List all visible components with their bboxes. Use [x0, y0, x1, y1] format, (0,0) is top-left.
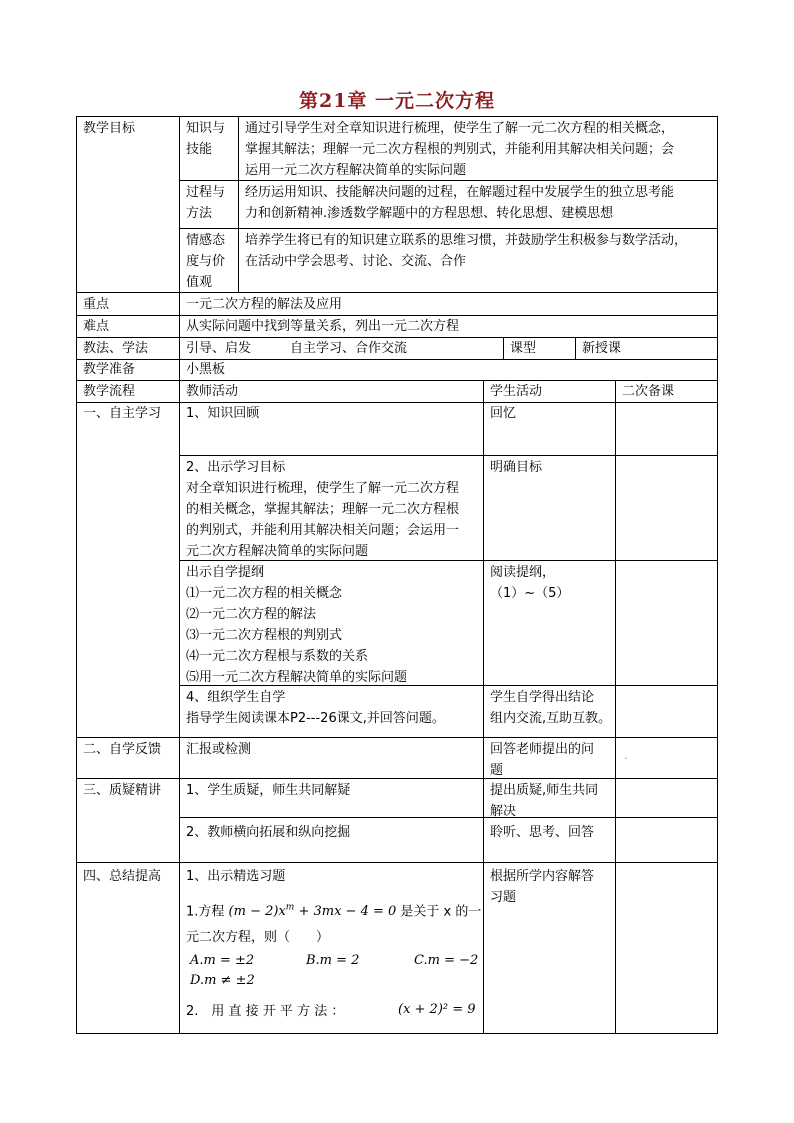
- s3-r1-teacher: 1、学生质疑，师生共同解疑: [186, 783, 351, 798]
- objective-process-text: 经历运用知识、技能解决问题的过程，在解题过程中发展学生的独立思考能 力和创新精神.渗透数学解题中的方程思想、转化思想、建模思想: [245, 185, 675, 221]
- section-self-study-label: 一、自主学习: [83, 406, 162, 421]
- key-point-label: 重点: [83, 297, 110, 312]
- option-a: A.m = ±2: [190, 953, 255, 968]
- s3-r2-student: 聆听、思考、回答: [490, 825, 595, 840]
- question-2-equation: (x + 2)² = 9: [398, 1002, 476, 1017]
- objective-knowledge-label: 知识与 技能: [186, 121, 226, 157]
- flow-header-process: 教学流程: [83, 384, 136, 399]
- flow-header-student: 学生活动: [490, 384, 543, 399]
- objective-emotion-label: 情感态 度与价 值观: [186, 233, 226, 290]
- flow-header-review: 二次备课: [622, 384, 675, 399]
- s1-organize-teacher: 4、组织学生自学 指导学生阅读课本P2---26课文,并回答问题。: [186, 690, 445, 726]
- option-d: D.m ≠ ±2: [190, 973, 255, 988]
- s2-student: 回答老师提出的问 题: [490, 742, 595, 778]
- s1-goals-teacher: 2、出示学习目标 对全章知识进行梳理，使学生了解一元二次方程 的相关概念，掌握其解法；理解一元二次方程根 的判别式，并能利用其解决相关问题；会运用一 元二次方程解决简单的实际问题: [186, 460, 460, 559]
- objectives-label: 教学目标: [83, 121, 136, 136]
- s1-review-student: 回忆: [490, 406, 517, 421]
- s1-goals-student: 明确目标: [490, 460, 543, 475]
- review-mark: .: [624, 748, 628, 762]
- s1-outline-student: 阅读提纲， （1）~（5）: [490, 565, 570, 601]
- objective-emotion-text: 培养学生将已有的知识建立联系的思维习惯，并鼓励学生积极参与数学活动， 在活动中学会思考、讨论、交流、合作: [245, 233, 688, 269]
- flow-header-teacher: 教师活动: [186, 384, 239, 399]
- s1-outline-teacher: 出示自学提纲 ⑴一元二次方程的相关概念 ⑵一元二次方程的解法 ⑶一元二次方程根的判别式 ⑷一元二次方程根与系数的关系 ⑸用一元二次方程解决简单的实际问题: [186, 565, 408, 685]
- s4-title: 1、出示精选习题: [186, 869, 286, 884]
- option-b: B.m = 2: [306, 953, 360, 968]
- objective-process-label: 过程与 方法: [186, 185, 226, 221]
- prep-value: 小黑板: [186, 362, 226, 377]
- s2-teacher: 汇报或检测: [186, 742, 252, 757]
- section-questioning-label: 三、质疑精讲: [83, 783, 162, 798]
- lesson-type-value: 新授课: [582, 341, 622, 356]
- question-2: 2. 用 直 接 开 平 方 法 ：: [186, 1004, 345, 1019]
- lesson-type-label: 课型: [510, 341, 537, 356]
- s4-student: 根据所学内容解答 习题: [490, 869, 595, 905]
- section-summary-label: 四、总结提高: [83, 869, 162, 884]
- difficulty-label: 难点: [83, 319, 110, 334]
- s1-organize-student: 学生自学得出结论 组内交流,互助互教。: [490, 690, 612, 726]
- s3-r1-student: 提出质疑,师生共同 解决: [490, 783, 599, 819]
- s3-r2-teacher: 2、教师横向拓展和纵向挖掘: [186, 825, 351, 840]
- method-teach: 引导、启发: [186, 341, 252, 356]
- question-1-line2: 元二次方程，则（ ）: [186, 930, 330, 945]
- section-feedback-label: 二、自学反馈: [83, 742, 162, 757]
- page-title: 第21章 一元二次方程: [298, 90, 496, 112]
- method-learn: 自主学习、合作交流: [290, 341, 408, 356]
- prep-label: 教学准备: [83, 362, 136, 377]
- method-label: 教法、学法: [83, 341, 149, 356]
- key-point-value: 一元二次方程的解法及应用: [186, 297, 343, 312]
- s1-review-teacher: 1、知识回顾: [186, 406, 260, 421]
- option-c: C.m = −2: [414, 953, 479, 968]
- question-1: 1.方程 $(m - 2)x^m + 3mx - 4 = 0$ 是关于 x 的一: [186, 903, 482, 920]
- objective-knowledge-text: 通过引导学生对全章知识进行梳理，使学生了解一元二次方程的相关概念， 掌握其解法；理解一元二次方程根的判别式，并能利用其解决相关问题；会 运用一元二次方程解决简单的实际问题: [245, 121, 675, 178]
- difficulty-value: 从实际问题中找到等量关系，列出一元二次方程: [186, 319, 460, 334]
